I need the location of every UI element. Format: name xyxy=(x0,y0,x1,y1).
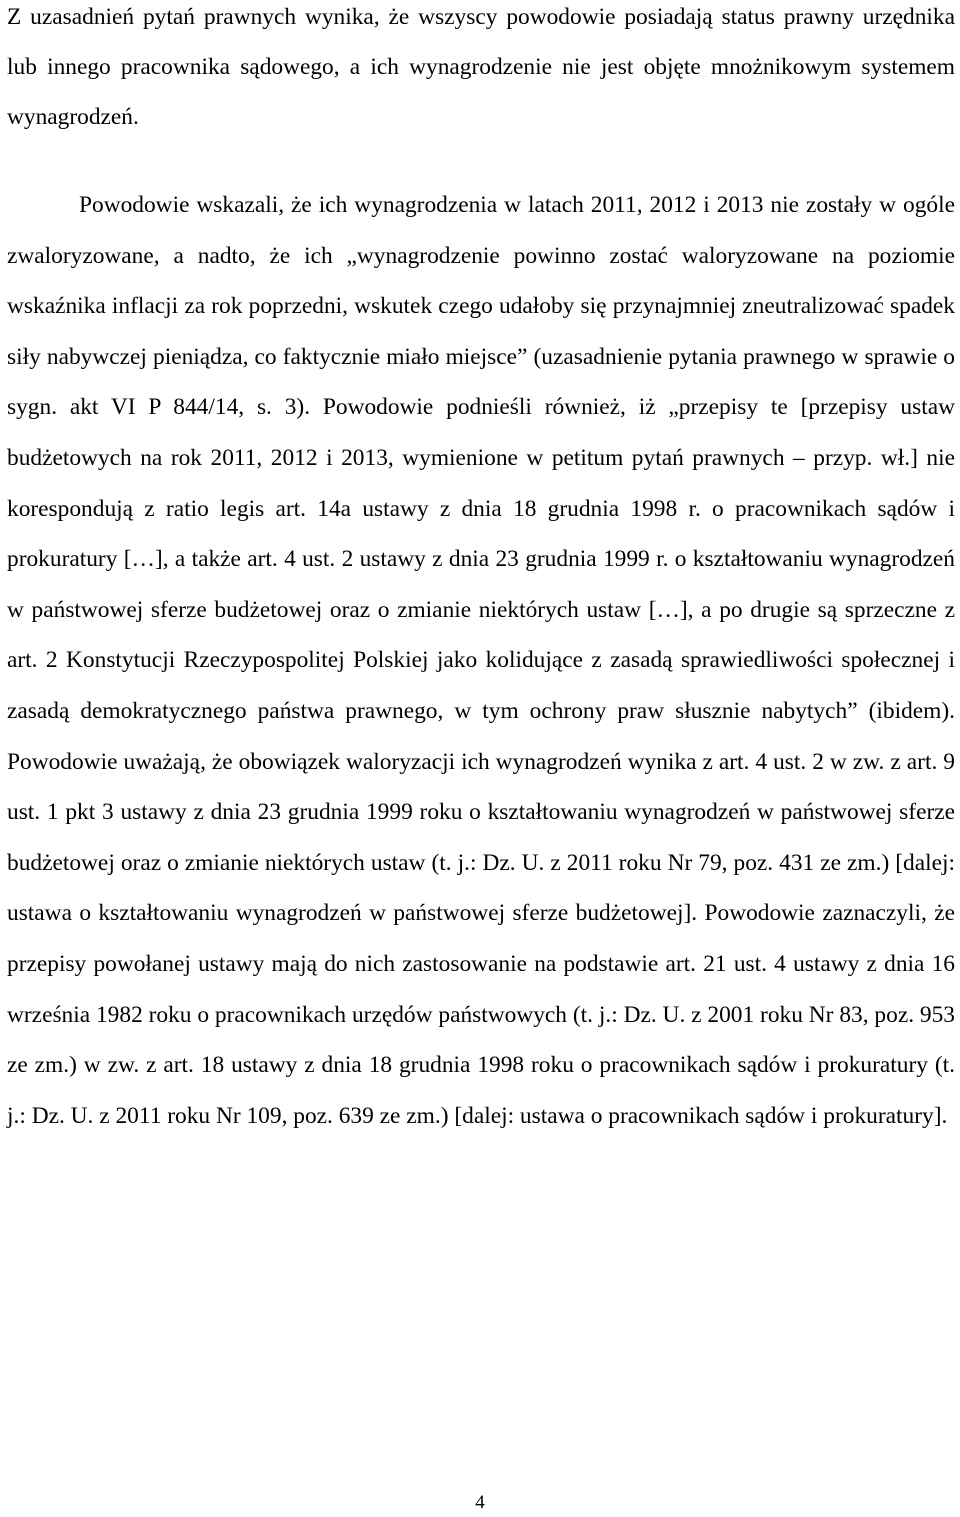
paragraph-intro: Z uzasadnień pytań prawnych wynika, że wszyscy powodowie posiadają status prawny urzędnika lub innego pracownika sądowego, a ich wynagrodzenie nie jest objęte mnożnikowym systemem wynagrodzeń. xyxy=(7,4,955,130)
paragraph-claims: Powodowie wskazali, że ich wynagrodzenia w latach 2011, 2012 i 2013 nie zostały w ogóle zwaloryzowane, a nadto, że ich „wynagrodzenie powinno zostać waloryzowane na poziomie wskaźnika inflacji za rok poprzedni, wskutek czego udałoby się przynajmniej zneutralizować spadek siły nabywczej pieniądza, co faktycznie miało miejsce” (uzasadnienie pytania prawnego w sprawie o sygn. akt VI P 844/14, s. 3). Powodowie podnieśli również, iż „przepisy te [przepisy ustaw budżetowych na rok 2011, 2012 i 2013, wymienione w petitum pytań prawnych – przyp. wł.] nie korespondują z ratio legis art. 14a ustawy z dnia 18 grudnia 1998 r. o pracownikach sądów i prokuratury […], a także art. 4 ust. 2 ustawy z dnia 23 grudnia 1999 r. o kształtowaniu wynagrodzeń w państwowej sferze budżetowej oraz o zmianie niektórych ustaw […], a po drugie są sprzeczne z art. 2 Konstytucji Rzeczypospolitej Polskiej jako kolidujące z zasadą sprawiedliwości społecznej i zasadą demokratycznego państwa prawnego, w tym ochrony praw słusznie nabytych” (ibidem). Powodowie uważają, że obowiązek waloryzacji ich wynagrodzeń wynika z art. 4 ust. 2 w zw. z art. 9 ust. 1 pkt 3 ustawy z dnia 23 grudnia 1999 roku o kształtowaniu wynagrodzeń w państwowej sferze budżetowej oraz o zmianie niektórych ustaw (t. j.: Dz. U. z 2011 roku Nr 79, poz. 431 ze zm.) [dalej: ustawa o kształtowaniu wynagrodzeń w państwowej sferze budżetowej]. Powodowie zaznaczyli, że przepisy powołanej ustawy mają do nich zastosowanie na podstawie art. 21 ust. 4 ustawy z dnia 16 września 1982 roku o pracownikach urzędów państwowych (t. j.: Dz. U. z 2001 roku Nr 83, poz. 953 ze zm.) w zw. z art. 18 ustawy z dnia 18 grudnia 1998 roku o pracownikach sądów i prokuratury (t. j.: Dz. U. z 2011 roku Nr 109, poz. 639 ze zm.) [dalej: ustawa o pracownikach sądów i prokuratury]. xyxy=(7,192,955,1129)
document-body xyxy=(7,0,955,1129)
page-number: 4 xyxy=(475,1492,485,1513)
